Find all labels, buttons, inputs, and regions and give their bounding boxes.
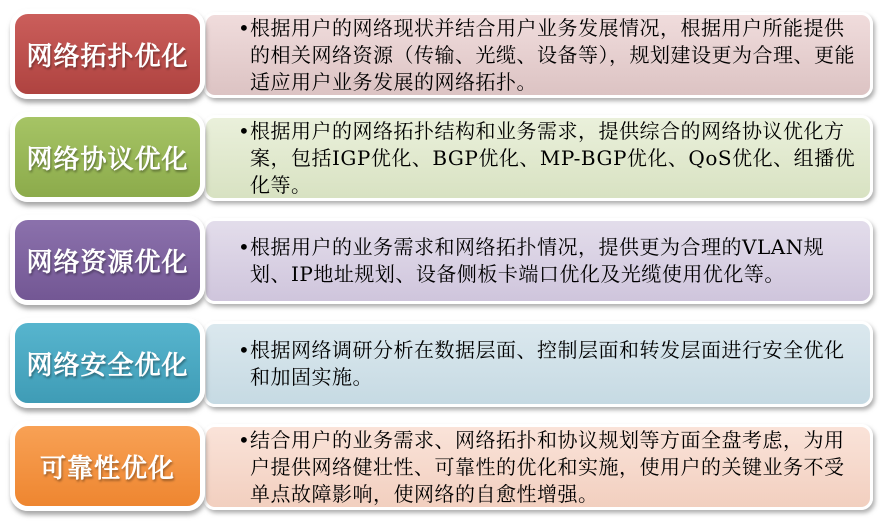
- row-protocol: [0, 111, 887, 207]
- label-box-topology: [10, 9, 205, 99]
- description-panel-reliability: [203, 424, 873, 510]
- label-text: 可靠性优化: [39, 453, 175, 484]
- description-text: 根据网络调研分析在数据层面、控制层面和转发层面进行安全优化和加固实施。: [250, 338, 845, 389]
- label-text: 网络协议优化: [26, 144, 189, 175]
- description-panel-resource: [203, 218, 873, 304]
- label-text: 网络安全优化: [26, 350, 189, 381]
- description-text: 根据用户的业务需求和网络拓扑情况，提供更为合理的VLAN规划、IP地址规划、设备侧板卡端口优化及光缆使用优化等。: [250, 235, 825, 286]
- label-box-protocol: [10, 112, 205, 202]
- bullet-icon: •: [238, 427, 250, 452]
- description-text: 根据用户的网络现状并结合用户业务发展情况，根据用户所能提供的相关网络资源（传输、光缆、设备等），规划建设更为合理、更能适应用户业务发展的网络拓扑。: [250, 15, 855, 94]
- bullet-icon: •: [238, 338, 250, 362]
- label-text: 网络资源优化: [26, 247, 189, 278]
- panel-content: [206, 118, 870, 199]
- row-reliability: [0, 420, 887, 516]
- description-text: 结合用户的业务需求、网络拓扑和协议规划等方面全盘考虑，为用户提供网络健壮性、可靠性的优化和实施，使用户的关键业务不受单点故障影响，使网络的自愈性增强。: [250, 427, 845, 506]
- panel-content: [206, 15, 870, 96]
- description-panel-security: [203, 321, 873, 407]
- label-box-security: [10, 318, 205, 408]
- label-box-reliability: [10, 421, 205, 511]
- panel-content: [206, 337, 870, 391]
- panel-content: [206, 234, 870, 288]
- bullet-icon: •: [238, 118, 250, 143]
- row-security: [0, 317, 887, 413]
- bullet-icon: •: [238, 235, 250, 259]
- description-panel-protocol: [203, 115, 873, 201]
- label-text: 网络拓扑优化: [26, 41, 189, 72]
- panel-content: [206, 427, 870, 508]
- row-topology: [0, 8, 887, 104]
- row-resource: [0, 214, 887, 310]
- description-panel-topology: [203, 12, 873, 98]
- description-text: 根据用户的网络拓扑结构和业务需求，提供综合的网络协议优化方案，包括IGP优化、BGP优化、MP-BGP优化、QoS优化、组播优化等。: [250, 118, 856, 197]
- bullet-icon: •: [238, 15, 250, 40]
- label-box-resource: [10, 215, 205, 305]
